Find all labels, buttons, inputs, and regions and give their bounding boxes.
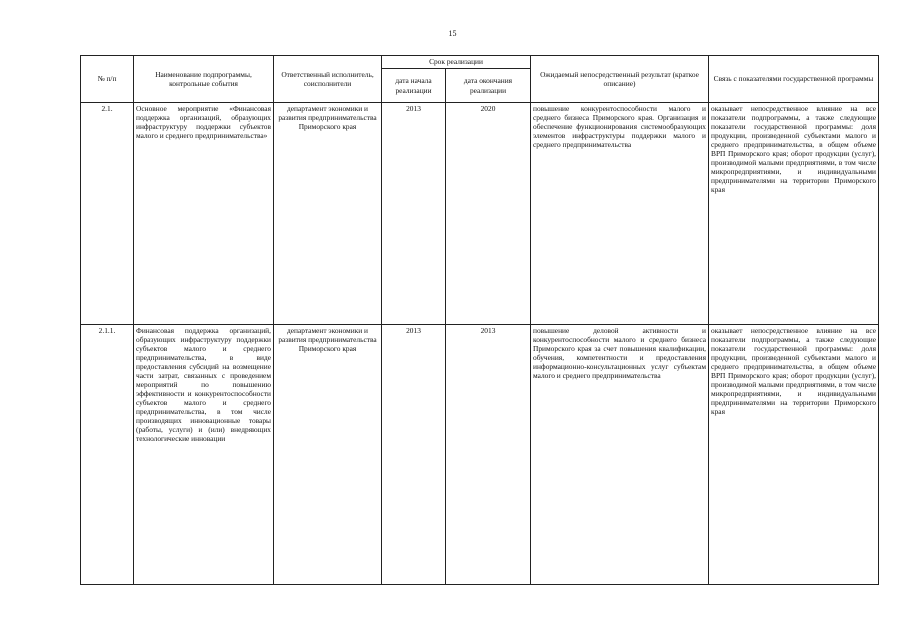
row-name: Основное мероприятие «Финансовая поддержка организаций, образующих инфраструктуру поддержки субъектов малого и среднего предпринимательства» xyxy=(134,103,274,325)
row-end: 2013 xyxy=(446,325,531,585)
row-responsible: департамент экономики и развития предпринимательства Приморского края xyxy=(274,325,382,585)
row-num: 2.1.1. xyxy=(81,325,134,585)
header-name: Наименование подпрограммы, контрольные события xyxy=(134,56,274,103)
row-link: оказывает непосредственное влияние на все показатели подпрограммы, а также следующие показатели государственной программы: доля продукции, произведенной субъектами малого и среднего предпринимательства, в общем объеме ВРП Приморского края; оборот продукции (услуг), производимой малыми предприятиями, в том числе микропредприятиями, и индивидуальными предпринимателями на территории Приморского края xyxy=(709,103,879,325)
events-table xyxy=(80,55,879,585)
header-result: Ожидаемый непосредственный результат (краткое описание) xyxy=(531,56,709,103)
header-responsible: Ответственный исполнитель, соисполнители xyxy=(274,56,382,103)
row-start: 2013 xyxy=(382,103,446,325)
row-responsible: департамент экономики и развития предпринимательства Приморского края xyxy=(274,103,382,325)
table-row xyxy=(81,103,879,325)
table-row xyxy=(81,325,879,585)
row-result: повышение конкурентоспособности малого и среднего бизнеса Приморского края. Организация и обеспечение функционирования системообразующих элементов инфраструктуры поддержки малого и среднего предпринимательства xyxy=(531,103,709,325)
row-name: Финансовая поддержка организаций, образующих инфраструктуру поддержки субъектов малого и среднего предпринимательства, в виде предоставления субсидий на возмещение части затрат, связанных с проведением мероприятий по повышению эффективности и конкурентоспособности субъектов малого и среднего предпринимательства, в том числе производящих инновационные товары (работы, услуги) и (или) внедряющих технологические инновации xyxy=(134,325,274,585)
row-result: повышение деловой активности и конкурентоспособности малого и среднего бизнеса Приморского края за счет повышения квалификации, обучения, компетентности и предоставления информационно-консультационных услуг субъектам малого и среднего предпринимательства xyxy=(531,325,709,585)
header-end: дата окончания реализации xyxy=(446,69,531,103)
page-number: 15 xyxy=(448,29,457,38)
row-start: 2013 xyxy=(382,325,446,585)
header-start: дата начала реализации xyxy=(382,69,446,103)
row-num: 2.1. xyxy=(81,103,134,325)
header-num: № п/п xyxy=(81,56,134,103)
header-period: Срок реализации xyxy=(382,56,531,69)
row-end: 2020 xyxy=(446,103,531,325)
header-link: Связь с показателями государственной программы xyxy=(709,56,879,103)
row-link: оказывает непосредственное влияние на все показатели подпрограммы, а также следующие показатели государственной программы: доля продукции, произведенной субъектами малого и среднего предпринимательства, в общем объеме ВРП Приморского края; оборот продукции (услуг), производимой малыми предприятиями, в том числе микропредприятиями, и индивидуальными предпринимателями на территории Приморского края xyxy=(709,325,879,585)
